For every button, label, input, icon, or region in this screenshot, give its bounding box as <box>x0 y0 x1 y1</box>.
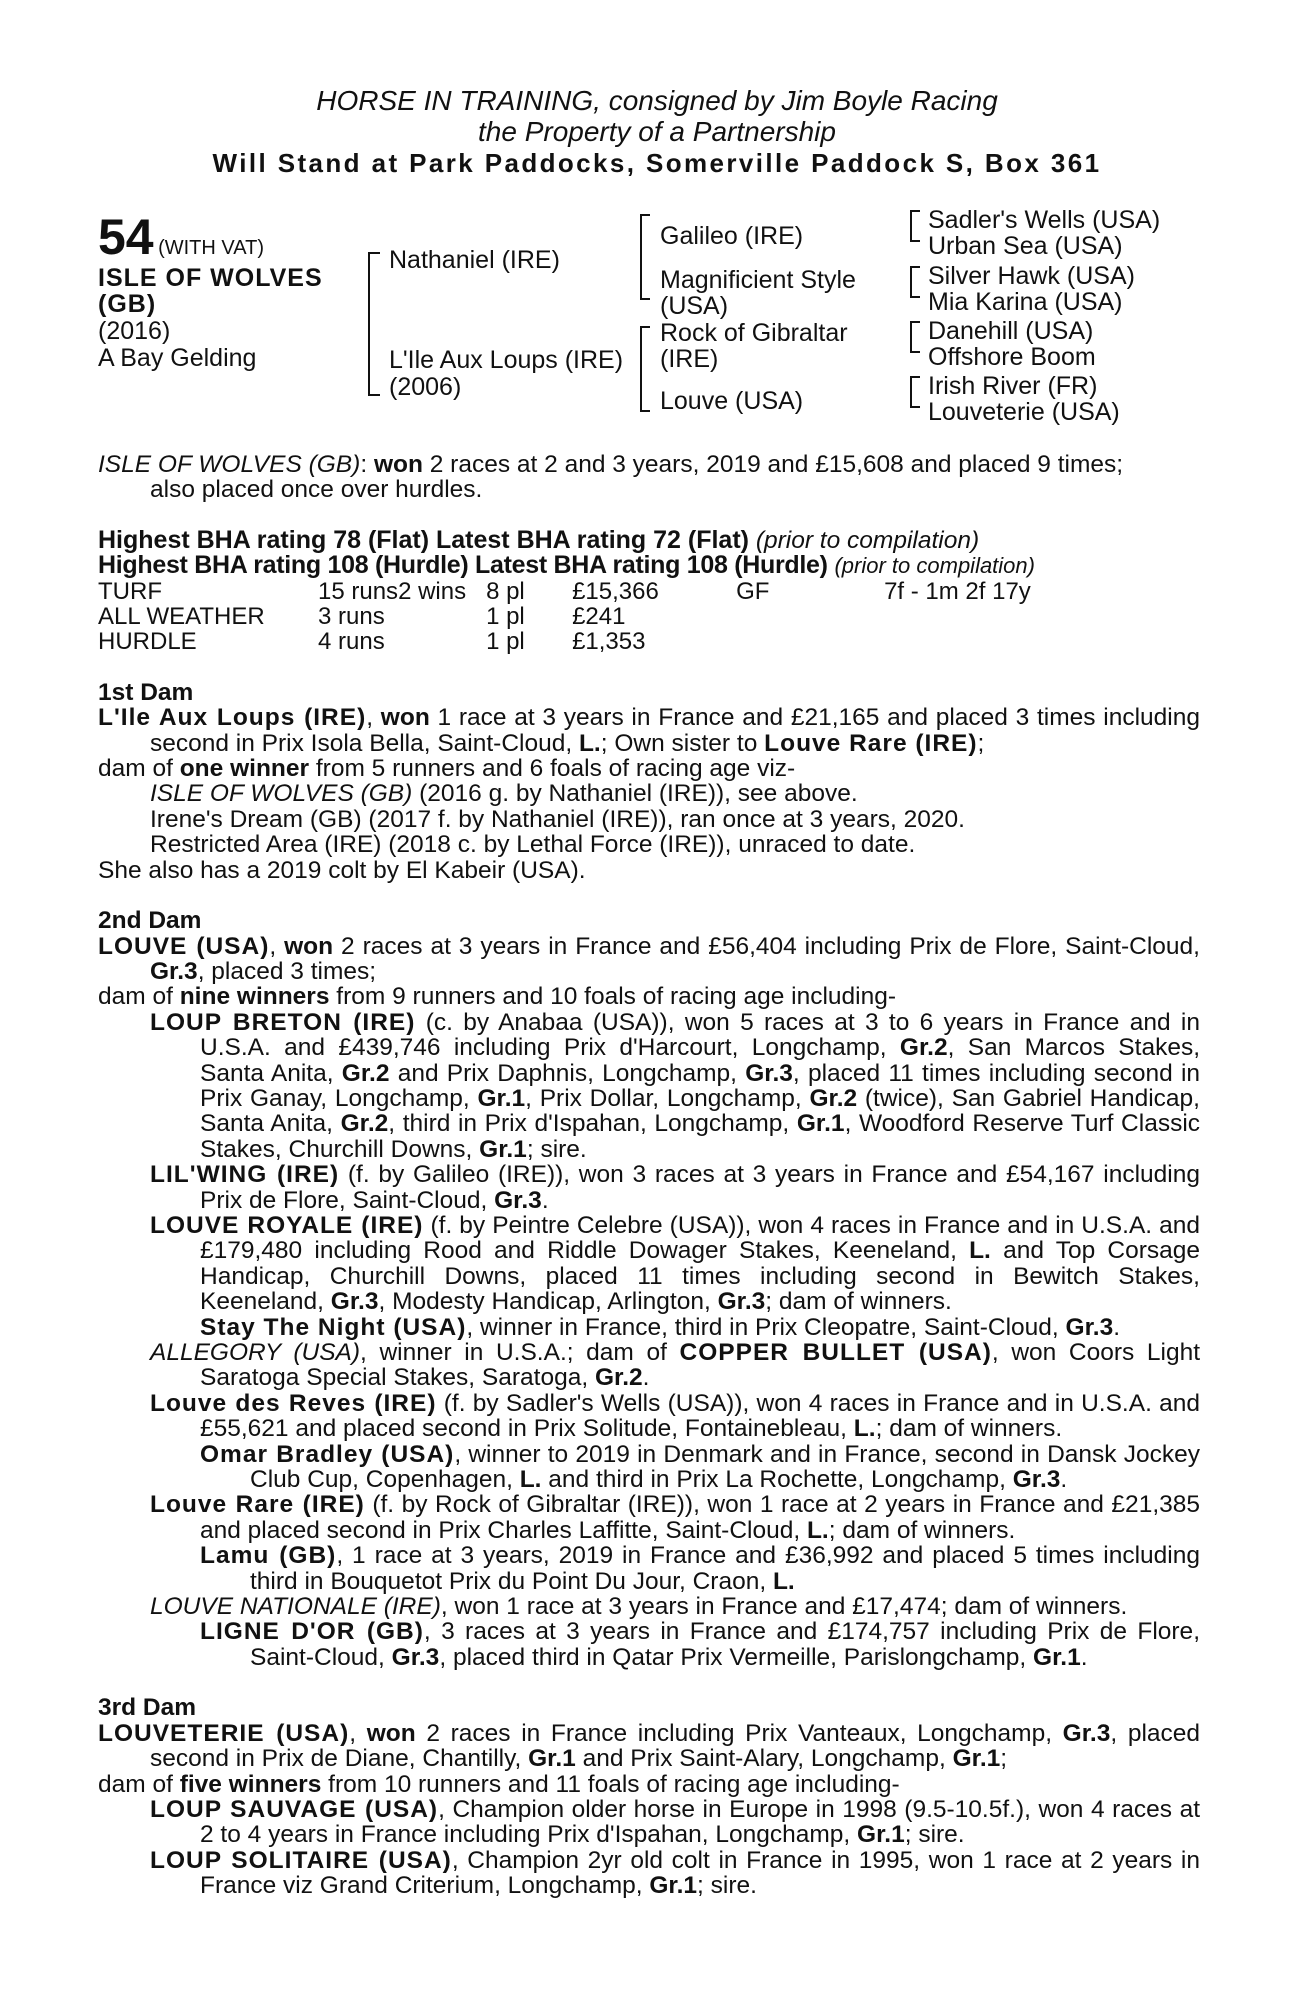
list-item: Louve Rare (IRE) (f. by Rock of Gibraltar (IRE)), won 1 race at 2 years in France and £21,385 and placed second in Prix Charles Laffitte, Saint-Cloud, L.; dam of winners. <box>150 1491 1200 1544</box>
gg-5: Danehill (USA) <box>928 317 1094 345</box>
gg-2: Urban Sea (USA) <box>928 232 1123 260</box>
bracket-3 <box>910 321 920 353</box>
sire-line-bracket <box>640 214 650 300</box>
consignor-line: HORSE IN TRAINING, consigned by Jim Boyle Racing <box>316 85 998 116</box>
second-dam-text: LOUVE (USA), won 2 races at 3 years in France and £56,404 including Prix de Flore, Saint-Cloud, Gr.3, placed 3 times; <box>98 932 1200 985</box>
first-dam-heading: 1st Dam <box>98 678 194 706</box>
granddam-1b: (USA) <box>660 292 729 320</box>
third-dam-produce: dam of five winners from 10 runners and 11 foals of racing age including- <box>98 1770 900 1798</box>
third-dam-heading: 3rd Dam <box>98 1694 197 1722</box>
list-item: Stay The Night (USA), winner in France, third in Prix Cleopatre, Saint-Cloud, Gr.3. <box>200 1313 1121 1341</box>
list-item: Restricted Area (IRE) (2018 c. by Lethal Force (IRE)), unraced to date. <box>150 831 916 859</box>
lot-number: 54 <box>98 209 154 265</box>
gg-4: Mia Karina (USA) <box>928 288 1123 316</box>
horse-name: ISLE OF WOLVES <box>98 264 323 292</box>
list-item: Louve des Reves (IRE) (f. by Sadler's Wells (USA)), won 4 races in France and in U.S.A. and £55,621 and placed second in Prix Solitude, Fontainebleau, L.; dam of winners. <box>150 1389 1201 1443</box>
granddam-2: Louve (USA) <box>660 387 804 415</box>
gg-7: Irish River (FR) <box>928 372 1098 400</box>
rating-flat: Highest BHA rating 78 (Flat) Latest BHA rating 72 (Flat) (prior to compilation) <box>98 525 980 554</box>
grandsire-1: Galileo (IRE) <box>660 222 804 250</box>
table-row: TURF 15 runs 2 wins 8 pl £15,366 GF 7f - 1m 2f 17y <box>98 577 1031 605</box>
list-item: ALLEGORY (USA), winner in U.S.A.; dam of COPPER BULLET (USA), won Coors Light Saratoga Special Stakes, Saratoga, Gr.2. <box>150 1339 1201 1392</box>
first-dam-also: She also has a 2019 colt by El Kabeir (USA). <box>98 856 586 884</box>
list-item: LIL'WING (IRE) (f. by Galileo (IRE)), won 3 races at 3 years in France and £54,167 including Prix de Flore, Saint-Cloud, Gr.3. <box>150 1161 1200 1214</box>
second-dam-produce: dam of nine winners from 9 runners and 10 foals of racing age including- <box>98 983 897 1011</box>
list-item: ISLE OF WOLVES (GB) (2016 g. by Nathaniel (IRE)), see above. <box>150 780 858 808</box>
lot-number-line <box>98 208 264 266</box>
sire-name: Nathaniel (IRE) <box>389 246 560 274</box>
list-item: LIGNE D'OR (GB), 3 races at 3 years in France and £174,757 including Prix de Flore, Saint-Cloud, Gr.3, placed third in Qatar Prix Vermeille, Parislongchamp, Gr.1. <box>200 1618 1200 1671</box>
sire-dam-bracket <box>368 252 380 396</box>
list-item: LOUP BRETON (IRE) (c. by Anabaa (USA)), won 5 races at 3 to 6 years in France and in U.S.A. and £439,746 including Prix d'Harcourt, Longchamp, Gr.2, San Marcos Stakes, Santa Anita, Gr.2 and Prix Daphnis, Longchamp, Gr.3, placed 11 times including second in Prix Ganay, Longchamp, Gr.1, Prix Dollar, Longchamp, Gr.2 (twice), San Gabriel Handicap, Santa Anita, Gr.2, third in Prix d'Ispahan, Longchamp, Gr.1, Woodford Reserve Turf Classic Stakes, Churchill Downs, Gr.1; sire. <box>150 1008 1201 1163</box>
dam-year: (2006) <box>389 373 462 401</box>
rating-hurdle: Highest BHA rating 108 (Hurdle) Latest BHA rating 108 (Hurdle) (prior to compilation) <box>98 551 1035 580</box>
gg-3: Silver Hawk (USA) <box>928 262 1135 290</box>
list-item: LOUVE NATIONALE (IRE), won 1 race at 3 years in France and £17,474; dam of winners. <box>150 1593 1128 1621</box>
list-item: LOUVE ROYALE (IRE) (f. by Peintre Celebre (USA)), won 4 races in France and in U.S.A. and £179,480 including Rood and Riddle Dowager Stakes, Keeneland, L. and Top Corsage Handicap, Churchill Downs, placed 11 times including second in Bewitch Stakes, Keeneland, Gr.3, Modesty Handicap, Arlington, Gr.3; dam of winners. <box>150 1211 1201 1316</box>
gg-1: Sadler's Wells (USA) <box>928 206 1161 234</box>
list-item: Irene's Dream (GB) (2017 f. by Nathaniel (IRE)), ran once at 3 years, 2020. <box>150 805 965 833</box>
ownership-line: the Property of a Partnership <box>478 116 836 147</box>
table-row: HURDLE 4 runs 1 pl £1,353 <box>98 628 646 656</box>
list-item: Lamu (GB), 1 race at 3 years, 2019 in France and £36,992 and placed 5 times including third in Bouquetot Prix du Point Du Jour, Craon, L. <box>200 1542 1200 1595</box>
grandsire-2a: Rock of Gibraltar <box>660 319 848 347</box>
race-record-table <box>98 579 1031 655</box>
vat-note: (WITH VAT) <box>158 237 264 259</box>
grandsire-2b: (IRE) <box>660 345 719 373</box>
bracket-4 <box>910 376 920 408</box>
bracket-1 <box>910 210 920 242</box>
foaling-year: (2016) <box>98 317 171 345</box>
dam-line-bracket <box>640 326 650 412</box>
gg-8: Louveterie (USA) <box>928 398 1120 426</box>
table-row: ALL WEATHER 3 runs 1 pl £241 <box>98 603 626 631</box>
dam-name: L'Ile Aux Loups (IRE) <box>389 346 624 374</box>
stand-location: Will Stand at Park Paddocks, Somerville Paddock S, Box 361 <box>212 148 1102 178</box>
list-item: LOUP SOLITAIRE (USA), Champion 2yr old colt in France in 1995, won 1 race at 2 years in France viz Grand Criterium, Longchamp, Gr.1; sire. <box>150 1846 1200 1900</box>
list-item: LOUP SAUVAGE (USA), Champion older horse in Europe in 1998 (9.5-10.5f.), won 4 races at 2 to 4 years in France including Prix d'Ispahan, Longchamp, Gr.1; sire. <box>150 1795 1201 1849</box>
catalogue-body <box>98 452 1200 1899</box>
granddam-1a: Magnificient Style <box>660 266 856 294</box>
gg-6: Offshore Boom <box>928 343 1096 371</box>
first-dam-text: L'Ile Aux Loups (IRE), won 1 race at 3 years in France and £21,165 and placed 3 times including second in Prix Isola Bella, Saint-Cloud, L.; Own sister to Louve Rare (IRE); <box>98 704 1200 757</box>
race-summary: ISLE OF WOLVES (GB): won 2 races at 2 and 3 years, 2019 and £15,608 and placed 9 times; also placed once over hurdles. <box>98 451 1124 504</box>
horse-description: A Bay Gelding <box>98 344 257 372</box>
list-item: Omar Bradley (USA), winner to 2019 in Denmark and in France, second in Dansk Jockey Club Cup, Copenhagen, L. and third in Prix La Rochette, Longchamp, Gr.3. <box>200 1440 1200 1494</box>
third-dam-text: LOUVETERIE (USA), won 2 races in France including Prix Vanteaux, Longchamp, Gr.3, placed second in Prix de Diane, Chantilly, Gr.1 and Prix Saint-Alary, Longchamp, Gr.1; <box>98 1719 1201 1773</box>
horse-suffix: (GB) <box>98 290 157 318</box>
first-dam-produce: dam of one winner from 5 runners and 6 foals of racing age viz- <box>98 755 796 783</box>
bracket-2 <box>910 266 920 298</box>
second-dam-heading: 2nd Dam <box>98 907 202 935</box>
